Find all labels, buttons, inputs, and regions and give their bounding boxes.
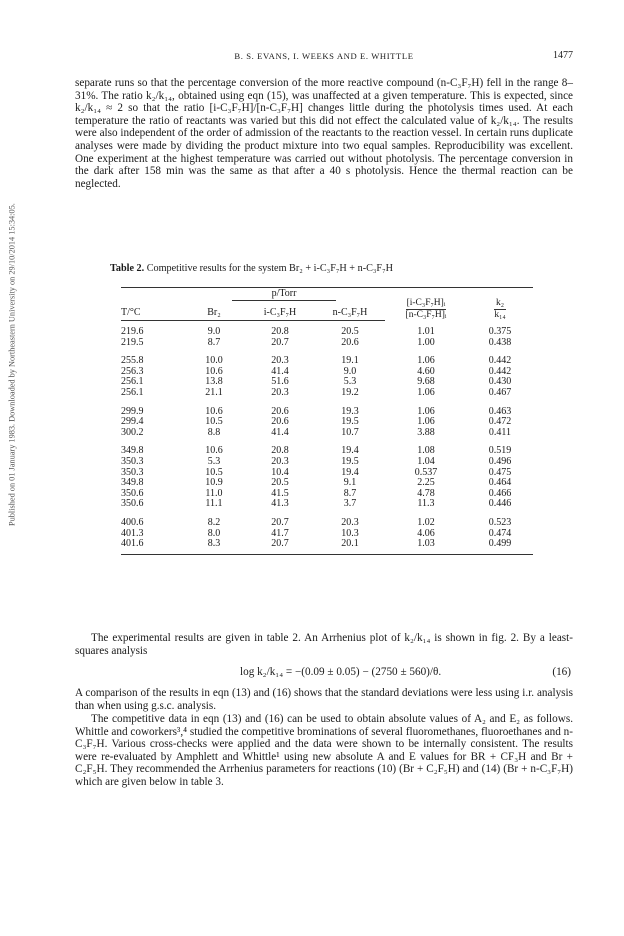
cell-ratio: 3.88 xyxy=(417,426,435,438)
cell-iso-c3f7h: 20.7 xyxy=(271,336,289,348)
cell-n-c3f7h: 19.4 xyxy=(341,466,359,478)
table-row xyxy=(121,457,533,468)
cell-ratio: 1.02 xyxy=(417,516,435,528)
cell-ratio: 11.3 xyxy=(417,498,435,510)
cell-iso-c3f7h: 20.7 xyxy=(245,539,315,554)
cell-iso-c3f7h: 41.4 xyxy=(271,426,289,438)
paragraph-comparison-text: A comparison of the results in eqn (13) and (16) shows that the standard deviations were less using i.r. analysis than when using g.s.c. analysis. xyxy=(75,687,573,712)
cell-ratio: 1.06 xyxy=(417,416,435,428)
cell-iso-c3f7h: 20.8 xyxy=(271,445,289,457)
cell-iso-c3f7h: 20.3 xyxy=(271,355,289,367)
cell-n-c3f7h: 10.3 xyxy=(341,527,359,539)
table-row xyxy=(121,399,533,418)
cell-n-c3f7h: 20.1 xyxy=(315,539,385,554)
equation-expression: log k₂/k₁₄ = −(0.09 ± 0.05) − (2750 ± 560)/θ. xyxy=(240,666,442,678)
cell-br2: 11.1 xyxy=(205,498,223,510)
cell-iso-c3f7h: 20.7 xyxy=(271,516,289,528)
k-numerator: k₂ xyxy=(495,297,505,308)
table-caption-text: Competitive results for the system Br₂ + i-C₃F₇H + n-C₃F₇H xyxy=(146,263,394,274)
cell-iso-c3f7h: 41.3 xyxy=(271,498,289,510)
col-header-n-c3f7h: n-C₃F₇H xyxy=(315,301,385,321)
cell-iso-c3f7h: 20.6 xyxy=(271,405,289,417)
cell-iso-c3f7h: 10.4 xyxy=(271,466,289,478)
cell-ratio: 0.537 xyxy=(414,466,438,478)
cell-ratio: 4.60 xyxy=(417,365,435,377)
table-row xyxy=(121,377,533,388)
table-row xyxy=(121,321,533,338)
cell-k-ratio: 0.442 xyxy=(488,365,512,377)
cell-k-ratio: 0.523 xyxy=(488,516,512,528)
cell-temperature: 219.5 xyxy=(121,336,144,348)
cell-k-ratio: 0.446 xyxy=(488,498,512,510)
table-row xyxy=(121,388,533,399)
cell-n-c3f7h: 5.3 xyxy=(343,376,357,388)
cell-ratio: 4.06 xyxy=(417,527,435,539)
cell-ratio: 1.00 xyxy=(417,336,435,348)
cell-iso-c3f7h: 41.4 xyxy=(271,365,289,377)
table-row xyxy=(121,438,533,457)
paragraph-middle xyxy=(75,632,573,657)
cell-temperature: 400.6 xyxy=(121,516,144,528)
table-row xyxy=(121,348,533,367)
cell-k-ratio: 0.499 xyxy=(467,539,533,554)
k-denominator: k₁₄ xyxy=(494,309,506,320)
cell-temperature: 349.8 xyxy=(121,445,144,457)
cell-br2: 21.1 xyxy=(205,386,223,398)
cell-iso-c3f7h: 41.5 xyxy=(271,487,289,499)
table-row xyxy=(121,417,533,428)
table-row xyxy=(121,478,533,489)
cell-temperature: 401.6 xyxy=(121,539,183,554)
competitive-results-table xyxy=(121,287,533,555)
cell-temperature: 299.4 xyxy=(121,416,144,428)
ratio-numerator: [i-C₃F₇H]ᵢ xyxy=(406,297,446,308)
cell-n-c3f7h: 9.1 xyxy=(343,477,357,489)
table-row xyxy=(121,338,533,349)
cell-n-c3f7h: 20.3 xyxy=(341,516,359,528)
paragraph-final-text: The competitive data in eqn (13) and (16) can be used to obtain absolute values of A₂ and E₂ as follows. Whittle and coworkers³,⁴ studied the competitive brominations of several fluoromethanes, fluoroethanes and n-C₃F₇H. Various cross-checks were applied and the data were shown to be internally consistent. The results were re-evaluated by Amphlett and Whittle¹ using new absolute A and E values for BR + CF₃H and Br + C₂F₅H. They recommended the Arrhenius parameters for reactions (10) (Br + C₂F₅H) and (14) (Br + n-C₃F₇H) which are given below in table 3. xyxy=(75,713,573,788)
cell-n-c3f7h: 20.5 xyxy=(341,326,359,337)
cell-k-ratio: 0.496 xyxy=(488,455,512,467)
col-header-k-ratio xyxy=(467,288,533,321)
cell-temperature: 350.6 xyxy=(121,487,144,499)
cell-ratio: 1.06 xyxy=(417,386,435,398)
cell-n-c3f7h: 3.7 xyxy=(343,498,357,510)
cell-n-c3f7h: 19.5 xyxy=(341,455,359,467)
cell-n-c3f7h: 10.7 xyxy=(341,426,359,438)
cell-k-ratio: 0.438 xyxy=(488,336,512,348)
cell-k-ratio: 0.463 xyxy=(488,405,512,417)
cell-k-ratio: 0.430 xyxy=(488,376,512,388)
table-caption-label: Table 2. xyxy=(110,263,145,274)
cell-br2: 10.6 xyxy=(205,445,223,457)
cell-ratio: 1.04 xyxy=(417,455,435,467)
cell-br2: 13.8 xyxy=(205,376,223,388)
col-header-ratio xyxy=(385,288,467,321)
cell-br2: 10.6 xyxy=(205,405,223,417)
page-number: 1477 xyxy=(553,50,573,61)
table-caption xyxy=(110,263,393,274)
cell-br2: 8.7 xyxy=(207,336,221,348)
cell-temperature: 300.2 xyxy=(121,426,144,438)
cell-iso-c3f7h: 20.6 xyxy=(271,416,289,428)
table-row xyxy=(121,539,533,554)
cell-k-ratio: 0.375 xyxy=(488,325,512,337)
cell-temperature: 256.1 xyxy=(121,386,144,398)
cell-n-c3f7h: 19.4 xyxy=(341,445,359,457)
cell-iso-c3f7h: 41.7 xyxy=(271,527,289,539)
cell-br2: 10.5 xyxy=(205,416,223,428)
cell-ratio: 4.78 xyxy=(417,487,435,499)
cell-iso-c3f7h: 20.3 xyxy=(271,455,289,467)
cell-ratio: 1.08 xyxy=(417,445,435,457)
cell-temperature: 256.1 xyxy=(121,376,144,388)
cell-k-ratio: 0.472 xyxy=(488,416,512,428)
cell-n-c3f7h: 19.1 xyxy=(341,355,359,367)
cell-k-ratio: 0.464 xyxy=(488,477,512,489)
cell-k-ratio: 0.474 xyxy=(488,527,512,539)
cell-br2: 8.2 xyxy=(207,516,221,528)
cell-temperature: 349.8 xyxy=(121,477,144,489)
cell-ratio: 1.06 xyxy=(417,405,435,417)
cell-ratio: 9.68 xyxy=(417,376,435,388)
cell-temperature: 401.3 xyxy=(121,527,144,539)
table-row xyxy=(121,489,533,500)
cell-n-c3f7h: 20.6 xyxy=(341,336,359,348)
cell-iso-c3f7h: 20.3 xyxy=(271,386,289,398)
cell-br2: 8.3 xyxy=(183,539,245,554)
cell-n-c3f7h: 9.0 xyxy=(343,365,357,377)
cell-br2: 10.6 xyxy=(205,365,223,377)
paragraph-top xyxy=(75,77,573,190)
running-head: B. S. EVANS, I. WEEKS AND E. WHITTLE xyxy=(234,51,414,61)
cell-k-ratio: 0.475 xyxy=(488,466,512,478)
cell-iso-c3f7h: 51.6 xyxy=(271,376,289,388)
cell-br2: 11.0 xyxy=(205,487,223,499)
table-row xyxy=(121,529,533,540)
cell-temperature: 350.3 xyxy=(121,455,144,467)
table-row xyxy=(121,499,533,510)
download-watermark: Published on 01 January 1983. Downloaded by Northeastern University on 29/10/2014 15:34:05. xyxy=(7,203,17,527)
paragraph-top-text: separate runs so that the percentage conversion of the more reactive compound (n-C₃F₇H) fell in the range 8–31%. The ratio k₂/k₁₄, obtained using eqn (15), was unaffected at a given temperature. This is expected, since k₂/k₁₄ ≈ 2 so that the ratio [i-C₃F₇H]/[n-C₃F₇H] changes little during the photolysis times used. At each temperature the ratio of reactants was varied but this did not effect the calculated value of k₂/k₁₄. The results were also independent of the order of admission of the reactants to the reaction vessel. In certain runs duplicate analyses were made by dividing the product mixture into two equal samples. Reproducibility was excellent. One experiment at the highest temperature was carried out without photolysis. The percentage conversion in the dark after 158 min was the same as that after a 40 s photolysis. Hence the thermal reaction can be neglected. xyxy=(75,77,573,190)
cell-temperature: 350.3 xyxy=(121,466,144,478)
paragraph-middle-text: The experimental results are given in table 2. An Arrhenius plot of k₂/k₁₄ is shown in fig. 2. By a least-squares analysis xyxy=(75,632,573,657)
equation-number: (16) xyxy=(552,666,571,678)
cell-ratio: 1.06 xyxy=(417,355,435,367)
cell-k-ratio: 0.442 xyxy=(488,355,512,367)
cell-br2: 8.0 xyxy=(207,527,221,539)
table-row xyxy=(121,367,533,378)
cell-n-c3f7h: 19.5 xyxy=(341,416,359,428)
paragraph-final xyxy=(75,713,573,789)
table-row xyxy=(121,428,533,439)
cell-ratio: 1.01 xyxy=(417,325,435,337)
cell-br2: 9.0 xyxy=(207,326,221,337)
cell-n-c3f7h: 19.3 xyxy=(341,405,359,417)
cell-br2: 10.5 xyxy=(205,466,223,478)
ratio-denominator: [n-C₃F₇H]ᵢ xyxy=(405,309,447,320)
cell-br2: 5.3 xyxy=(207,455,221,467)
cell-br2: 10.0 xyxy=(205,355,223,367)
cell-iso-c3f7h: 20.8 xyxy=(271,326,289,337)
cell-k-ratio: 0.467 xyxy=(488,386,512,398)
cell-k-ratio: 0.466 xyxy=(488,487,512,499)
table-body xyxy=(121,321,533,555)
cell-k-ratio: 0.519 xyxy=(488,445,512,457)
cell-temperature: 255.8 xyxy=(121,355,144,367)
col-header-br2: Br₂ xyxy=(183,301,245,321)
col-header-temperature: T/°C xyxy=(121,301,183,321)
cell-n-c3f7h: 8.7 xyxy=(343,487,357,499)
p-torr-group-header: p/Torr xyxy=(183,288,385,302)
col-header-iso-c3f7h: i-C₃F₇H xyxy=(245,301,315,321)
cell-temperature: 350.6 xyxy=(121,498,144,510)
cell-k-ratio: 0.411 xyxy=(488,426,512,438)
cell-n-c3f7h: 19.2 xyxy=(341,386,359,398)
cell-temperature: 299.9 xyxy=(121,405,144,417)
cell-ratio: 2.25 xyxy=(417,477,435,489)
table-row xyxy=(121,468,533,479)
cell-ratio: 1.03 xyxy=(385,539,467,554)
cell-temperature: 219.6 xyxy=(121,326,144,337)
cell-br2: 10.9 xyxy=(205,477,223,489)
cell-temperature: 256.3 xyxy=(121,365,144,377)
paragraph-comparison xyxy=(75,687,573,712)
cell-br2: 8.8 xyxy=(207,426,221,438)
table-row xyxy=(121,510,533,529)
cell-iso-c3f7h: 20.5 xyxy=(271,477,289,489)
